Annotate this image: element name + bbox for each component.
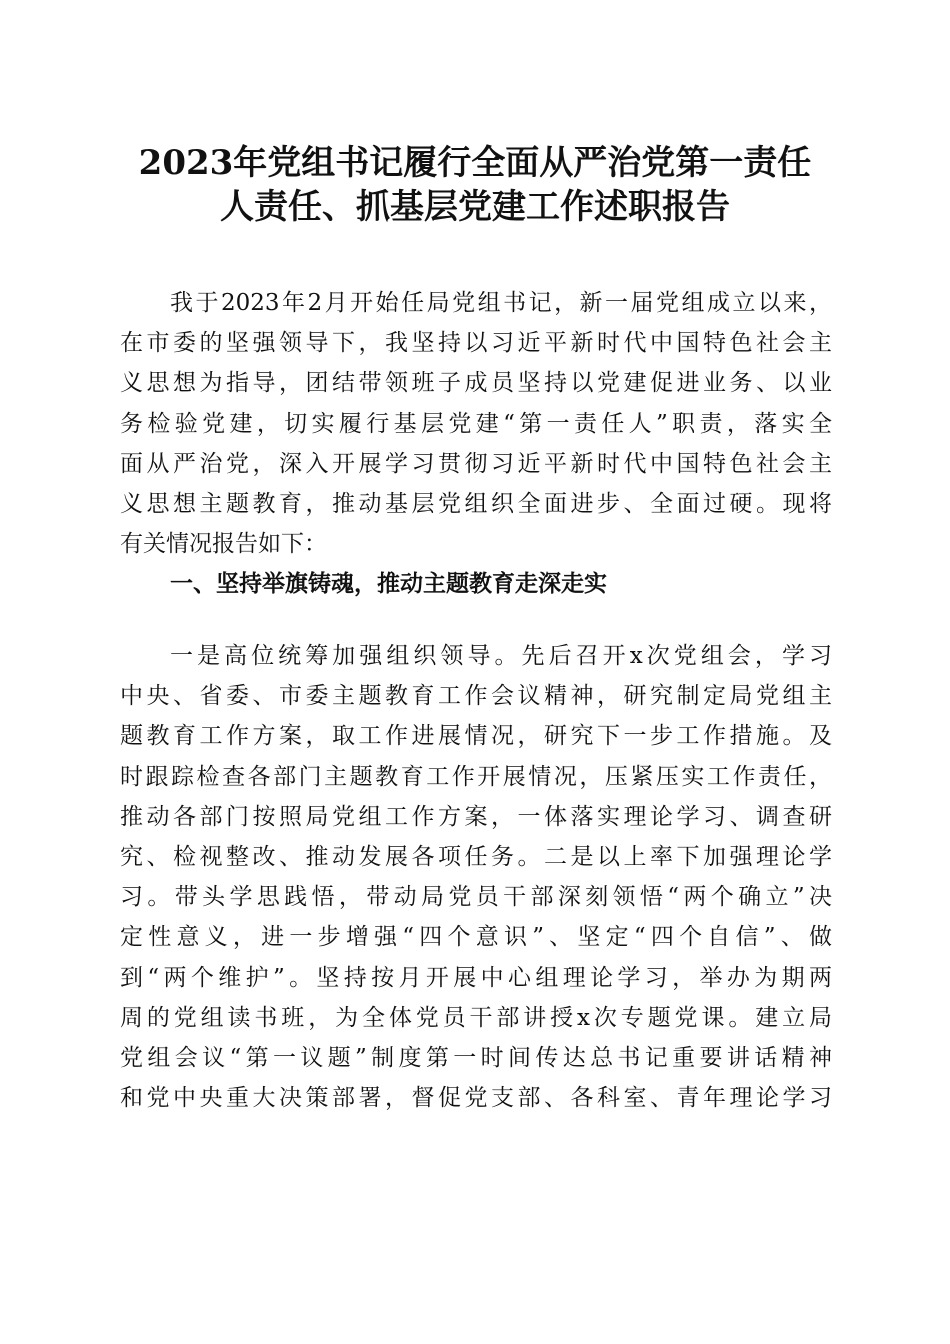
section-line: 定性意义，进一步增强“四个意识”、坚定“四个自信”、做: [120, 924, 832, 950]
intro-line: 务检验党建，切实履行基层党建“第一责任人”职责，落实全: [120, 411, 832, 437]
intro-line: 义思想主题教育，推动基层党组织全面进步、全面过硬。现将: [120, 491, 832, 517]
section-line: 和党中央重大决策部署，督促党支部、各科室、青年理论学习: [120, 1085, 832, 1111]
intro-line: 我于2023年2月开始任局党组书记，新一届党组成立以来，: [170, 290, 832, 316]
document-title-line-1: 2023年党组书记履行全面从严治党第一责任: [138, 143, 812, 183]
section-line: 中央、省委、市委主题教育工作会议精神，研究制定局党组主: [120, 683, 832, 709]
section-line: 周的党组读书班，为全体党员干部讲授x次专题党课。建立局: [120, 1005, 832, 1031]
section-heading: 一、坚持举旗铸魂，推动主题教育走深走实: [170, 571, 607, 597]
intro-line: 在市委的坚强领导下，我坚持以习近平新时代中国特色社会主: [120, 330, 832, 356]
section-line: 党组会议“第一议题”制度第一时间传达总书记重要讲话精神: [120, 1045, 832, 1071]
section-line: 究、检视整改、推动发展各项任务。二是以上率下加强理论学: [120, 844, 832, 870]
document-title-line-2: 人责任、抓基层党建工作述职报告: [220, 187, 730, 227]
intro-line: 有关情况报告如下：: [120, 531, 327, 557]
section-line: 到“两个维护”。坚持按月开展中心组理论学习，举办为期两: [120, 965, 832, 991]
section-line: 推动各部门按照局党组工作方案，一体落实理论学习、调查研: [120, 804, 832, 830]
section-line: 习。带头学思践悟，带动局党员干部深刻领悟“两个确立”决: [120, 884, 832, 910]
intro-line: 义思想为指导，团结带领班子成员坚持以党建促进业务、以业: [120, 370, 832, 396]
section-line: 一是高位统筹加强组织领导。先后召开x次党组会，学习: [170, 643, 832, 669]
section-line: 题教育工作方案，取工作进展情况，研究下一步工作措施。及: [120, 723, 832, 749]
intro-line: 面从严治党，深入开展学习贯彻习近平新时代中国特色社会主: [120, 451, 832, 477]
section-line: 时跟踪检查各部门主题教育工作开展情况，压紧压实工作责任，: [120, 764, 832, 790]
